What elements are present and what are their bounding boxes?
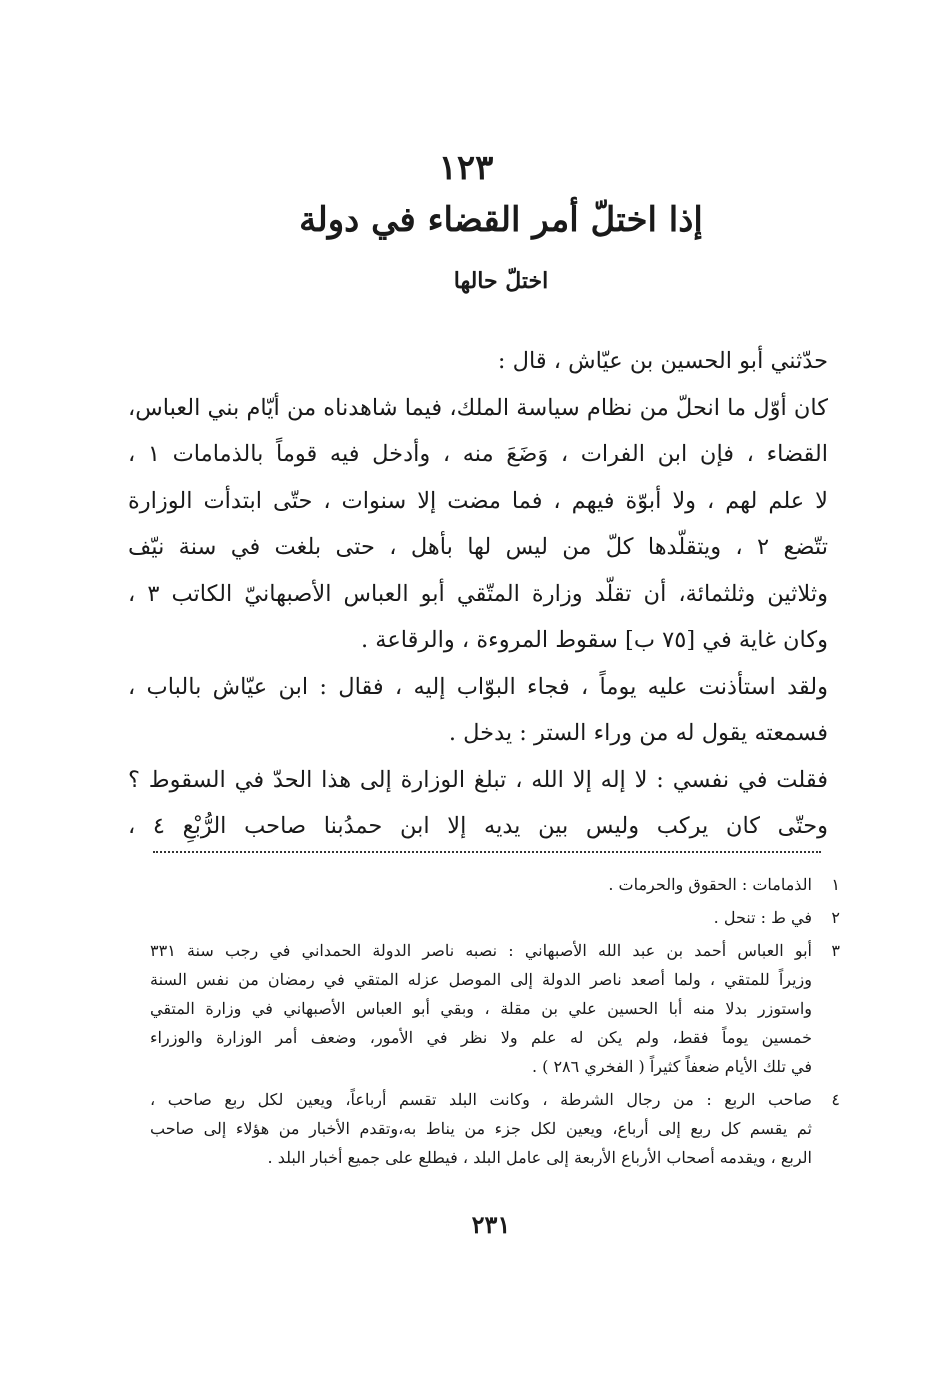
footnote-line: واستوزر بدلا منه أبا الحسين علي بن مقلة ، وبقي أبو العباس الأصبهاني في وزارة المتقي (150, 999, 812, 1018)
footnote-line: الذمامات : الحقوق والحرمات . (608, 875, 812, 894)
body-line: فقلت في نفسي : لا إله إلا الله ، تبلغ الوزارة إلى هذا الحدّ في السقوط ؟ (128, 766, 828, 793)
footnote-divider (153, 851, 821, 853)
body-line: وثلاثين وثلثمائة، أن تقلّد وزارة المتّقي أبو العباس الأصبهانيّ الكاتب ٣ ، (128, 580, 828, 607)
chapter-title: إذا اختلّ أمر القضاء في دولة (299, 200, 703, 240)
body-line: فسمعته يقول له من وراء الستر : يدخل . (448, 720, 828, 746)
footnote-line: في ط : تنحل . (713, 908, 812, 927)
body-line: كان أوّل ما انحلّ من نظام سياسة الملك، فيما شاهدناه من أيّام بني العباس، (128, 394, 828, 421)
footnote-number: ٣ (831, 941, 840, 960)
footnote-number: ٢ (831, 908, 840, 927)
footnote-line: في تلك الأيام ضعفاً كثيراً ( الفخري ٢٨٦ ) . (531, 1057, 812, 1076)
body-line: ولقد استأذنت عليه يوماً ، فجاء البوّاب إليه ، فقال : ابن عيّاش بالباب ، (128, 673, 828, 700)
footnote-line: وزيراً للمتقي ، ولما أصعد ناصر الدولة إلى الموصل عزله المتقي في رمضان من نفس السنة (150, 970, 812, 989)
footnote (150, 903, 840, 932)
footnote-line: خمسين يوماً فقط، ولم يكن له علم ولا نظر في الأمور، وضعف أمر الوزارة والوزراء (150, 1028, 812, 1047)
footnote-line: الربع ، ويقدمه أصحاب الأرباع الأربعة إلى عامل البلد ، فيطلع على جميع أخبار البلد . (267, 1148, 812, 1167)
chapter-subtitle: اختلّ حالها (453, 268, 549, 294)
body-line: وكان غاية في [٧٥ ب] سقوط المروءة ، والرقاعة . (360, 627, 828, 653)
chapter-number: ١٢٣ (438, 148, 494, 188)
body-text (128, 338, 828, 850)
body-line: وحتّى كان يركب وليس بين يديه إلا ابن حمدُبنا صاحب الرُّبْعِ ٤ ، (128, 813, 828, 839)
footnote (150, 936, 840, 1081)
footnote-line: أبو العباس أحمد بن عبد الله الأصبهاني : نصبه ناصر الدولة الحمداني في رجب سنة ٣٣١ (150, 941, 812, 960)
body-line: حدّثني أبو الحسين بن عيّاش ، قال : (497, 348, 828, 374)
body-line: تتّضع ٢ ، ويتقلّدها كلّ من ليس لها بأهل ، حتى بلغت في سنة نيّف (128, 534, 828, 560)
footnote (150, 870, 840, 899)
footnote-number: ١ (831, 875, 840, 894)
footnotes (150, 870, 840, 1176)
footnote-line: صاحب الربع : من رجال الشرطة ، وكانت البلد تقسم أرباعاً، ويعين لكل ربع صاحب ، (150, 1090, 812, 1109)
footnote (150, 1085, 840, 1172)
footnote-number: ٤ (831, 1090, 840, 1109)
body-line: القضاء ، فإن ابن الفرات ، وَضَعَ منه ، وأدخل فيه قوماً بالذمامات ١ ، (128, 441, 828, 467)
page-number: ٢٣١ (471, 1210, 511, 1239)
body-line: لا علم لهم ، ولا أبوّة فيهم ، فما مضت إلا سنوات ، حتّى ابتدأت الوزارة (128, 487, 828, 514)
footnote-line: ثم يقسم كل ربع إلى أرباع، ويعين لكل جزء من يناط به،وتقدم الأخبار من هؤلاء إلى صاحب (150, 1119, 812, 1138)
